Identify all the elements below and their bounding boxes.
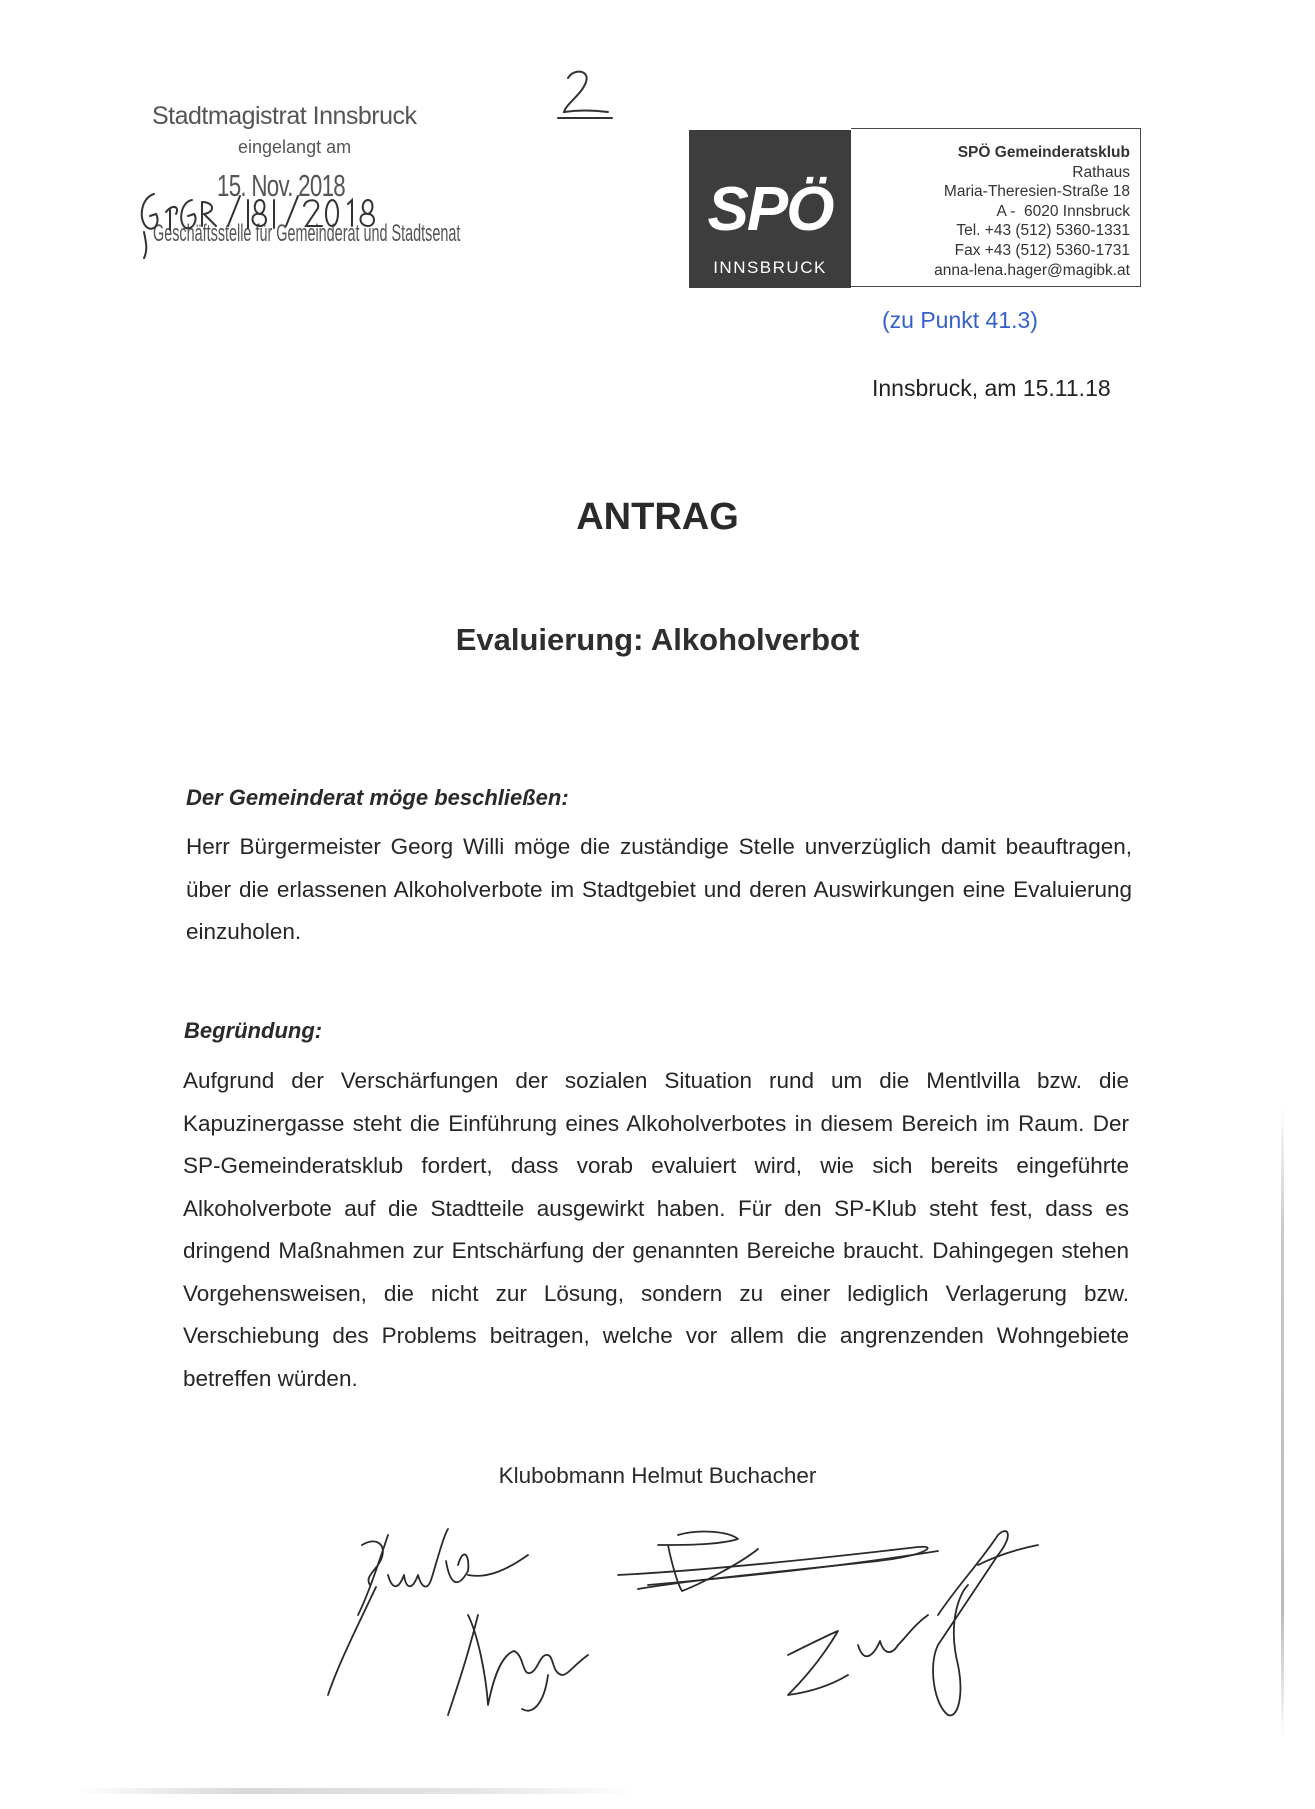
document-title: ANTRAG bbox=[576, 496, 739, 538]
scan-edge-shadow bbox=[1281, 1105, 1284, 1740]
sender-name: SPÖ Gemeinderatsklub bbox=[957, 144, 1130, 161]
logo-brand-text: SPÖ bbox=[707, 175, 833, 244]
scan-bottom-shadow bbox=[76, 1788, 636, 1794]
signatures bbox=[318, 1505, 1158, 1745]
resolution-heading: Der Gemeinderat möge beschließen: bbox=[186, 785, 569, 810]
sender-phone: Tel. +43 (512) 5360-1331 bbox=[956, 222, 1130, 240]
sender-address-box bbox=[851, 128, 1141, 287]
place-and-date: Innsbruck, am 15.11.18 bbox=[872, 375, 1111, 401]
resolution-text: Herr Bürgermeister Georg Willi möge die zuständige Stelle unverzüglich damit beauftragen, über die erlassenen Alkoholverbote im Stadtgebiet und deren Auswirkungen eine Evaluierung einzuholen. bbox=[186, 834, 1132, 944]
reasoning-heading: Begründung: bbox=[184, 1018, 323, 1043]
stamp-received-label: eingelangt am bbox=[238, 137, 352, 157]
sender-fax: Fax +43 (512) 5360-1731 bbox=[954, 241, 1130, 259]
sender-building: Rathaus bbox=[1072, 163, 1130, 181]
spoe-logo bbox=[689, 130, 851, 288]
logo-city-text: INNSBRUCK bbox=[713, 258, 827, 277]
sender-email: anna-lena.hager@magibk.at bbox=[934, 261, 1130, 279]
sender-street: Maria-Theresien-Straße 18 bbox=[943, 183, 1130, 201]
agenda-reference: (zu Punkt 41.3) bbox=[882, 307, 1038, 333]
sender-postcode-city: A - 6020 Innsbruck bbox=[996, 202, 1130, 220]
reasoning-text: Aufgrund der Verschärfungen der sozialen Situation rund um die Mentlvilla bzw. die Kapuzinergasse steht die Einführung eines Alkoholverbotes in diesem Bereich im Raum. Der SP-Gemeinderatsklub fordert, dass vorab evaluiert wird, wie sich bereits eingeführte Alkoholverbote auf die Stadtteile ausgewirkt haben. Für den SP-Klub steht fest, dass es dringend Maßnahmen zur Entschärfung der genannten Bereiche braucht. Dahingegen stehen Vorgehensweisen, die nicht zur Lösung, sondern zu einer lediglich Verlagerung bzw. Verschiebung des Problems beitragen, welche vor allem die angrenzenden Wohngebiete betreffen würden. bbox=[183, 1068, 1129, 1391]
document-subject: Evaluierung: Alkoholverbot bbox=[455, 622, 860, 657]
signatory-name: Klubobmann Helmut Buchacher bbox=[498, 1463, 817, 1488]
stamp-organization: Stadtmagistrat Innsbruck bbox=[152, 102, 417, 130]
stamp-office: Geschäftsstelle für Gemeinderat und Stadtsenat bbox=[153, 220, 461, 247]
stamp-date: 15. Nov. 2018 bbox=[217, 168, 345, 203]
page-number-mark bbox=[556, 64, 616, 134]
handwritten-reference-number bbox=[136, 180, 436, 260]
